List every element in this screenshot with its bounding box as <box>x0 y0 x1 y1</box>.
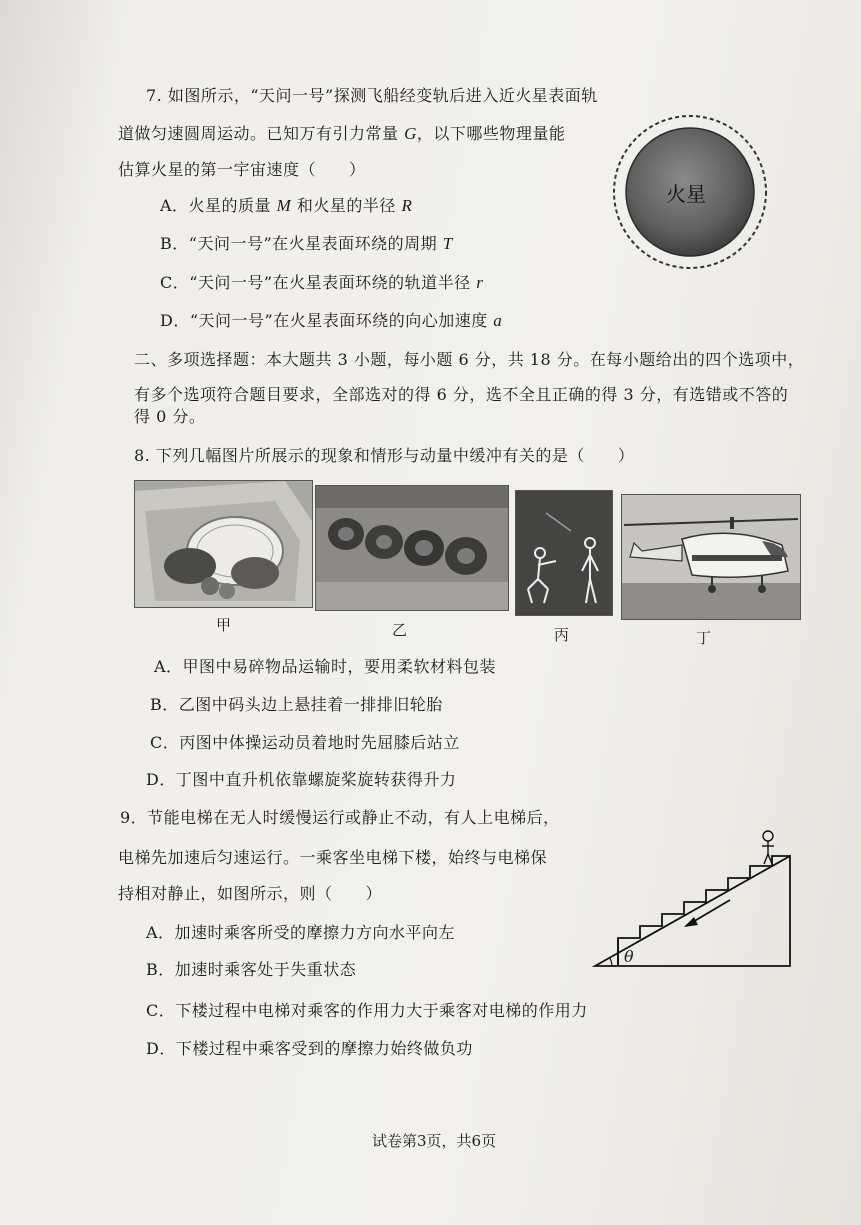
gymnast-photo-svg <box>516 491 612 615</box>
q9-line2: 电梯先加速后匀速运行。一乘客坐电梯下楼，始终与电梯保 <box>118 848 548 867</box>
mars-label: 火星 <box>666 182 706 206</box>
q7-line2-b: ，以下哪些物理量能 <box>416 124 566 143</box>
caption-bing: 丙 <box>554 626 570 644</box>
q7-option-c <box>160 273 483 293</box>
q7-var-t: T <box>442 234 453 253</box>
motion-arrow-head <box>684 917 698 927</box>
q7-option-d-text: D．“天问一号”在火星表面环绕的向心加速度 <box>160 311 494 330</box>
caption-ding: 丁 <box>696 629 712 647</box>
q9-option-c: C．下楼过程中电梯对乘客的作用力大于乘客对电梯的作用力 <box>146 1001 588 1020</box>
angle-theta-label: θ <box>624 947 634 966</box>
mars-figure <box>608 112 774 272</box>
q9-option-b: B．加速时乘客处于失重状态 <box>146 960 357 979</box>
tires-photo-svg <box>316 486 508 610</box>
photo-jia-packaging <box>134 480 313 608</box>
q7-line2 <box>118 124 565 144</box>
helicopter-photo-svg <box>622 495 800 619</box>
photo-ding-helicopter <box>621 494 801 620</box>
q9-line3: 持相对静止，如图所示，则（ ） <box>118 884 383 903</box>
q7-option-a <box>160 196 412 216</box>
escalator-svg <box>590 826 800 976</box>
q7-var-r-lower: r <box>476 273 484 292</box>
q7-line3: 估算火星的第一宇宙速度（ ） <box>118 160 366 179</box>
q9-option-a: A．加速时乘客所受的摩擦力方向水平向左 <box>146 923 456 942</box>
escalator-steps <box>618 856 790 966</box>
packaging-photo-svg <box>135 481 312 607</box>
q9-line1: 9．节能电梯在无人时缓慢运行或静止不动，有人上电梯后， <box>120 808 560 827</box>
caption-jia: 甲 <box>216 616 232 634</box>
q7-option-a-text2: 和火星的半径 <box>291 196 402 215</box>
escalator-diagram <box>590 826 800 976</box>
photo-bing-gymnast <box>515 490 613 616</box>
q7-var-a: a <box>493 311 503 330</box>
q8-stem: 8. 下列几幅图片所展示的现象和情形与动量中缓冲有关的是（ ） <box>134 446 635 465</box>
q7-var-m: M <box>276 196 292 215</box>
q8-option-d: D．丁图中直升机依靠螺旋桨旋转获得升力 <box>146 770 457 789</box>
section2-line1: 二、多项选择题：本大题共 3 小题，每小题 6 分，共 18 分。在每小题给出的四个选项中， <box>134 350 805 369</box>
section2-line3: 得 0 分。 <box>134 407 206 426</box>
section2-line2: 有多个选项符合题目要求，全部选对的得 6 分，选不全且正确的得 3 分，有选错或不答的 <box>134 385 789 404</box>
q7-option-a-text1: A．火星的质量 <box>160 196 277 215</box>
q7-option-c-text: C．“天问一号”在火星表面环绕的轨道半径 <box>160 273 477 292</box>
q8-option-c: C．丙图中体操运动员着地时先屈膝后站立 <box>150 733 460 752</box>
page-footer: 试卷第3页，共6页 <box>372 1132 497 1150</box>
q7-option-d <box>160 311 502 331</box>
q9-option-d: D．下楼过程中乘客受到的摩擦力始终做负功 <box>146 1039 473 1058</box>
q7-var-r-upper: R <box>401 196 413 215</box>
photo-yi-tires <box>315 485 509 611</box>
caption-yi: 乙 <box>392 621 408 639</box>
q7-option-b-text: B．“天问一号”在火星表面环绕的周期 <box>160 234 443 253</box>
q7-line2-a: 道做匀速圆周运动。已知万有引力常量 <box>118 124 405 143</box>
q7-option-b <box>160 234 453 254</box>
q7-const-g: G <box>404 124 417 143</box>
q8-option-b: B．乙图中码头边上悬挂着一排排旧轮胎 <box>150 695 443 714</box>
q7-line1: 7. 如图所示，“天问一号”探测飞船经变轨后进入近火星表面轨 <box>146 86 598 105</box>
q8-option-a: A．甲图中易碎物品运输时，要用柔软材料包装 <box>154 657 497 676</box>
